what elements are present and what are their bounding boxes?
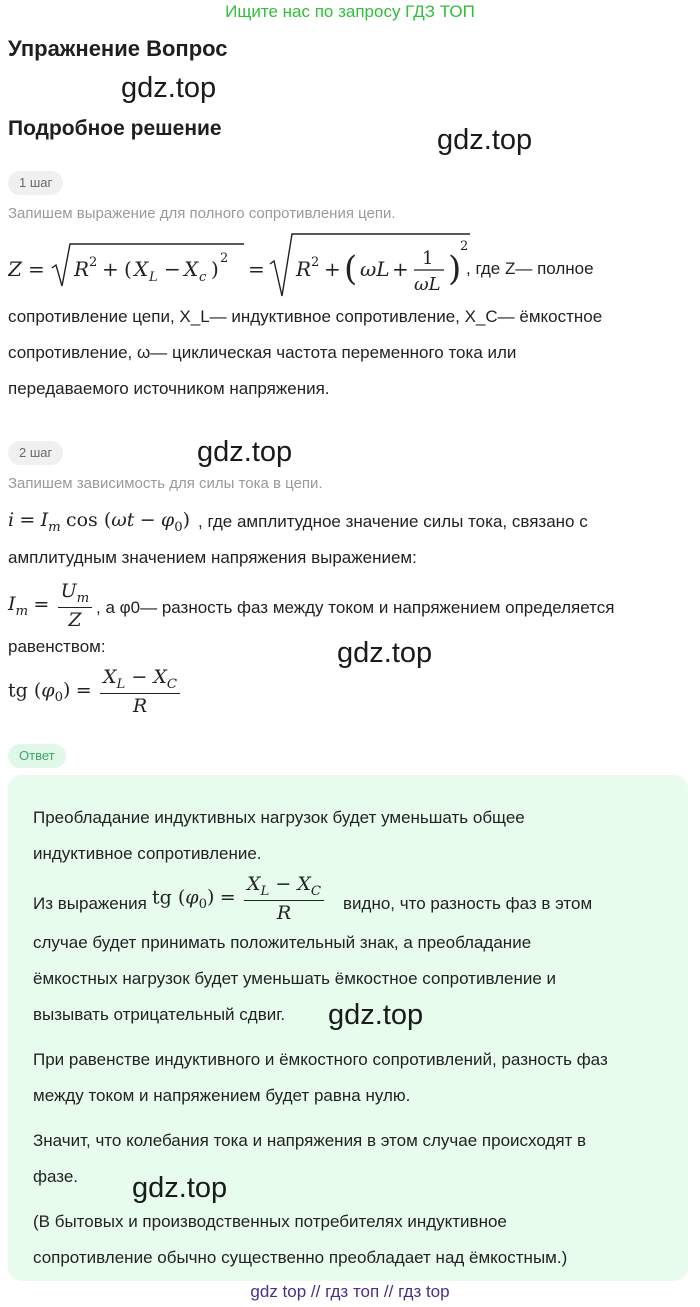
answer-p5-line-1: (В бытовых и производственных потребителях индуктивное <box>33 1212 507 1231</box>
answer-p4-line-2: фазе. <box>33 1167 79 1186</box>
svg-text:c: c <box>199 270 207 285</box>
answer-p4-line-1: Значит, что колебания тока и напряжения в этом случае происходят в <box>33 1131 587 1150</box>
phase-formula: tg $(\varphi_0)$ = $\frac{X_L - X_C}{R}$ <box>8 666 183 717</box>
step-1-badge <box>8 171 63 195</box>
impedance-formula <box>8 228 478 298</box>
exercise-title: Упражнение Вопрос <box>8 36 228 61</box>
svg-text:R: R <box>74 257 90 281</box>
svg-text:): ) <box>448 249 462 289</box>
answer-p1-line-1: Преобладание индуктивных нагрузок будет уменьшать общее <box>33 808 525 827</box>
footer-links: gdz top // гдз топ // гдз top <box>250 1282 450 1301</box>
svg-text:X: X <box>134 257 149 281</box>
step-2-line-4: равенством: <box>8 637 106 656</box>
answer-p2-line-3: ёмкостных нагрузок будет уменьшать ёмкостное сопротивление и <box>33 969 557 988</box>
svg-text:1: 1 <box>422 248 434 269</box>
answer-p3-line-1: При равенстве индуктивного и ёмкостного сопротивлений, разность фаз <box>33 1050 608 1069</box>
step-1-line-1-tail: , где Z— полное <box>466 259 594 278</box>
answer-p2-lead: Из выражения <box>33 894 147 913</box>
step-2-intro: Запишем зависимость для силы тока в цепи. <box>8 475 323 492</box>
svg-text:=: = <box>28 257 45 281</box>
answer-badge <box>8 744 66 768</box>
svg-text:+: + <box>324 257 341 281</box>
svg-text:Z: Z <box>8 257 22 281</box>
svg-text:2: 2 <box>89 255 98 270</box>
amplitude-formula: $I_m$ = $\frac{U_m}{Z}$ <box>8 580 95 631</box>
answer-p2-line-4: вызывать отрицательный сдвиг. <box>33 1005 286 1024</box>
svg-text:(: ( <box>344 249 358 289</box>
step-2-line-3-tail: , а φ0— разность фаз между током и напряжением определяется <box>96 598 615 617</box>
svg-text:): ) <box>211 257 219 281</box>
answer-p2-line-2: случае будет принимать положительный знак, а преобладание <box>33 933 532 952</box>
step-1-intro: Запишем выражение для полного сопротивления цепи. <box>8 205 396 222</box>
svg-text:X: X <box>184 257 199 281</box>
svg-text:2: 2 <box>460 239 469 254</box>
svg-text:R: R <box>296 257 312 281</box>
solution-title: Подробное решение <box>8 117 222 140</box>
svg-text:ωL: ωL <box>414 274 441 295</box>
svg-text:(: ( <box>124 257 132 281</box>
watermark: gdz.top <box>337 637 433 669</box>
answer-p2-tail: видно, что разность фаз в этом <box>343 894 593 913</box>
step-2-line-1-tail: , где амплитудное значение силы тока, связано с <box>198 512 588 531</box>
step-1-line-2: сопротивление цепи, X_L— индуктивное сопротивление, X_C— ёмкостное <box>8 307 603 326</box>
step-2-line-2: амплитудным значением напряжения выражением: <box>8 548 417 567</box>
answer-p3-line-2: между током и напряжением будет равна нулю. <box>33 1086 411 1105</box>
watermark: gdz.top <box>121 72 217 104</box>
svg-text:ωL: ωL <box>360 257 390 281</box>
svg-text:2: 2 <box>220 251 229 266</box>
step-badge-label: 2 шаг <box>8 441 63 465</box>
watermark: gdz.top <box>328 999 424 1031</box>
step-1-line-3: сопротивление, ω— циклическая частота переменного тока или <box>8 343 517 362</box>
watermark: gdz.top <box>132 1172 228 1204</box>
svg-text:2: 2 <box>311 255 320 270</box>
answer-p5-line-2: сопротивление обычно существенно преобладает над ёмкостным.) <box>33 1248 568 1267</box>
watermark: gdz.top <box>437 124 533 156</box>
step-badge-label: 1 шаг <box>8 171 63 195</box>
top-banner: Ищите нас по запросу ГДЗ ТОП <box>225 2 475 21</box>
svg-text:L: L <box>149 270 158 285</box>
svg-text:=: = <box>248 257 265 281</box>
step-2-badge <box>8 441 63 465</box>
answer-badge-label: Ответ <box>8 744 66 768</box>
current-formula: $i = I_m$ $\cos (\omega t - \varphi_0)$ <box>8 509 191 535</box>
answer-phase-formula: tg $(\varphi_0)$ = $\frac{X_L - X_C}{R}$ <box>152 873 327 924</box>
step-1-line-4: передаваемого источником напряжения. <box>8 379 330 398</box>
svg-text:+: + <box>392 257 409 281</box>
svg-text:+: + <box>102 257 119 281</box>
answer-p1-line-2: индуктивное сопротивление. <box>33 844 262 863</box>
watermark: gdz.top <box>197 436 293 468</box>
svg-text:−: − <box>164 257 181 281</box>
